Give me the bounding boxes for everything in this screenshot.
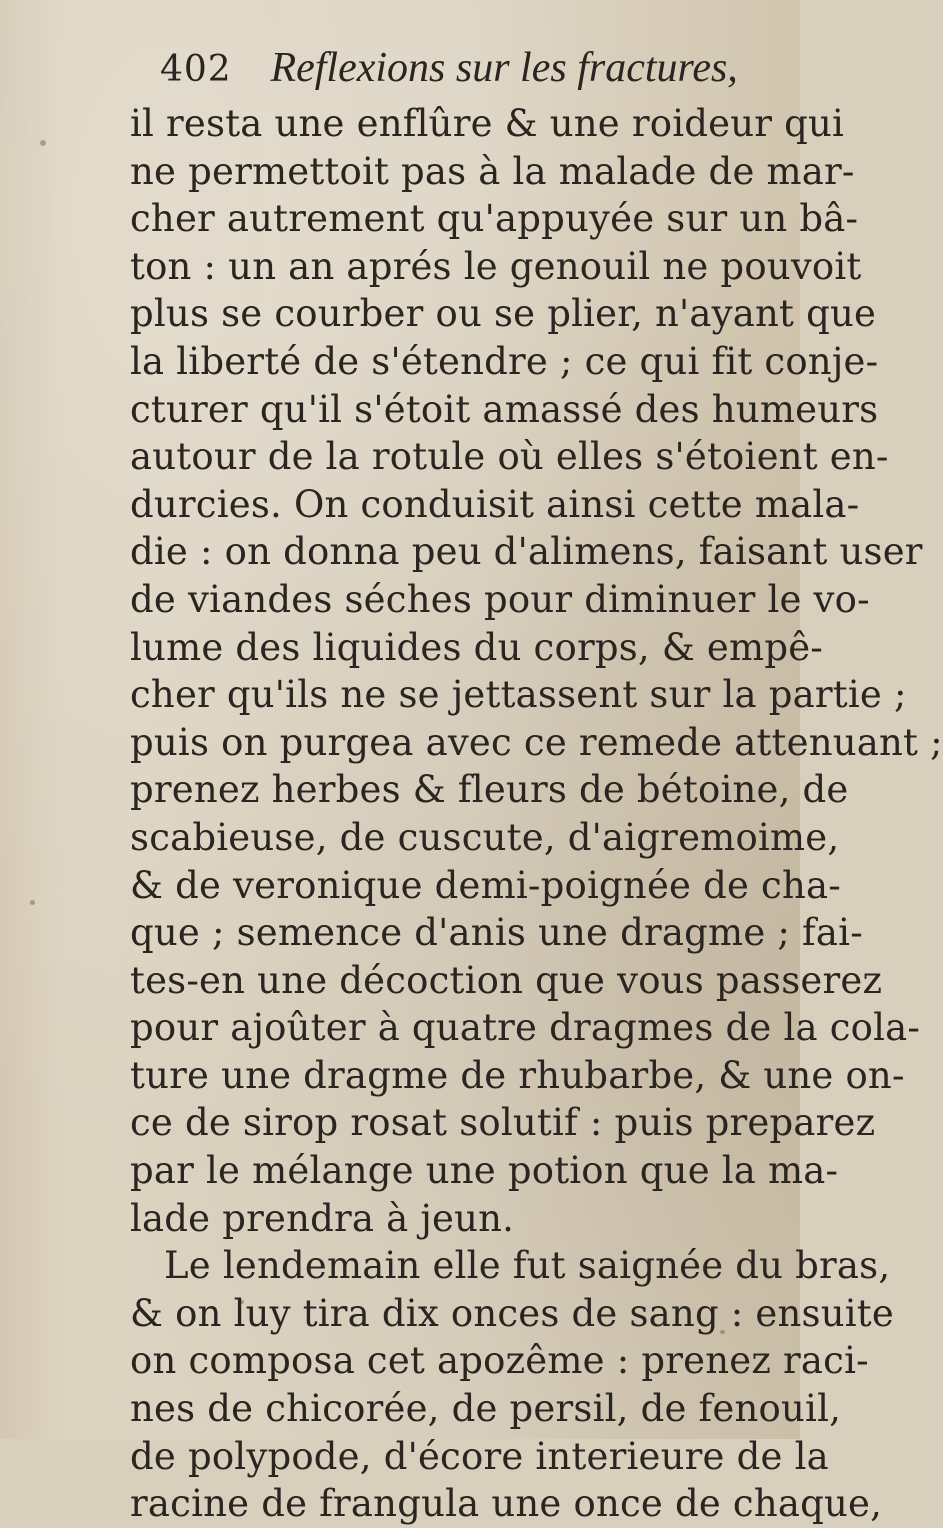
running-title: Reflexions sur les fractures,	[270, 45, 738, 91]
text-line: prenez herbes & fleurs de bétoine, de	[130, 768, 849, 812]
text-line: lade prendra à jeun.	[130, 1196, 515, 1240]
text-line: cturer qu'il s'étoit amassé des humeurs	[130, 387, 879, 431]
text-line: autour de la rotule où elles s'étoient en-	[130, 435, 889, 479]
text-line: que ; semence d'anis une dragme ; fai-	[130, 911, 863, 955]
text-line: tes-en une décoction que vous passerez	[130, 958, 883, 1002]
text-line: ce de sirop rosat solutif : puis preparez	[130, 1101, 876, 1145]
text-line: & on luy tira dix onces de sang : ensuite	[130, 1291, 894, 1335]
text-line: racine de frangula une once de chaque,	[130, 1482, 883, 1526]
text-line: puis on purgea avec ce remede attenuant ;	[130, 720, 943, 764]
text-line: die : on donna peu d'alimens, faisant user	[130, 530, 923, 574]
page-number: 402	[160, 49, 232, 90]
text-line: il resta une enflûre & une roideur qui	[130, 102, 845, 145]
text-line: par le mélange une potion que la ma-	[130, 1149, 839, 1193]
text-line: scabieuse, de cuscute, d'aigremoime,	[130, 815, 840, 859]
text-line: durcies. On conduisit ainsi cette mala-	[130, 482, 860, 526]
text-line: & de veronique demi-poignée de cha-	[130, 863, 841, 907]
text-line: nes de chicorée, de persil, de fenouil,	[130, 1387, 842, 1431]
ink-spot	[40, 140, 46, 146]
page-header	[160, 40, 760, 96]
text-line: ture une dragme de rhubarbe, & une on-	[130, 1053, 905, 1097]
ink-spot	[30, 900, 35, 905]
text-line: de polypode, d'écore interieure de la	[130, 1434, 829, 1478]
text-line: de viandes séches pour diminuer le vo-	[130, 577, 870, 621]
text-line: cher qu'ils ne se jettassent sur la partie ;	[130, 673, 907, 717]
body-text	[130, 100, 943, 1528]
text-line: on composa cet apozême : prenez raci-	[130, 1339, 869, 1383]
text-line: cher autrement qu'appuyée sur un bâ-	[130, 197, 859, 241]
text-line: pour ajoûter à quatre dragmes de la cola-	[130, 1006, 921, 1050]
text-line: lume des liquides du corps, & empê-	[130, 625, 823, 669]
text-line: ne permettoit pas à la malade de mar-	[130, 149, 855, 193]
paragraph-start-line: Le lendemain elle fut saignée du bras,	[164, 1244, 891, 1288]
text-line: ton : un an aprés le genouil ne pouvoit	[130, 244, 862, 288]
text-line: la liberté de s'étendre ; ce qui fit conje-	[130, 339, 879, 383]
text-line: plus se courber ou se plier, n'ayant que	[130, 292, 877, 336]
